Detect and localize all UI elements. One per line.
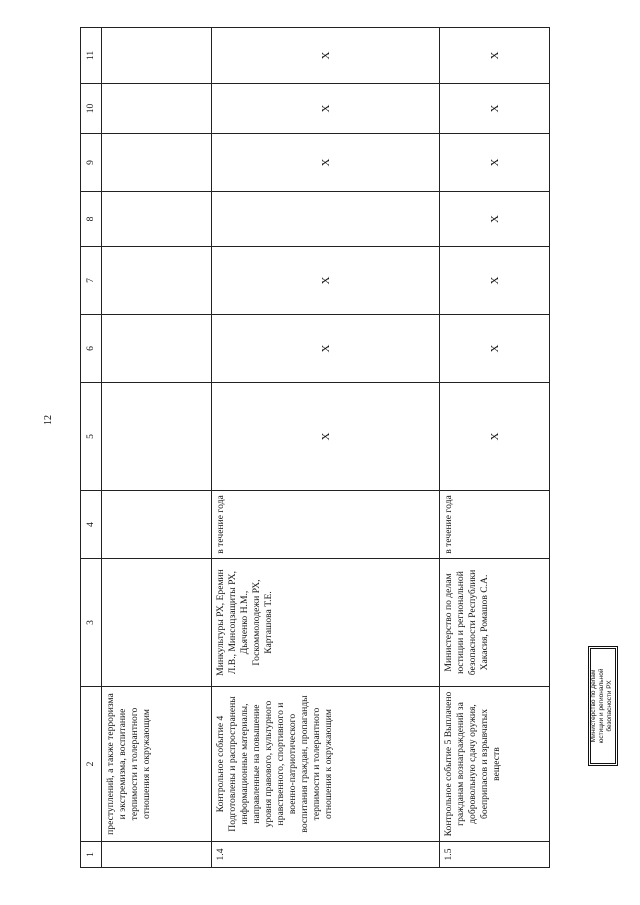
cell-mark: X — [440, 247, 550, 315]
term: в течение года — [212, 491, 440, 559]
cell-mark — [102, 315, 212, 383]
col-header: 7 — [81, 247, 102, 315]
stamp-line: безопасности РХ — [606, 680, 613, 732]
row-number: 1.4 — [212, 842, 440, 868]
col-header: 6 — [81, 315, 102, 383]
cell-mark: X — [440, 28, 550, 84]
cell-mark: X — [212, 383, 440, 491]
cell-mark: X — [440, 84, 550, 134]
col-header: 5 — [81, 383, 102, 491]
cell-mark — [212, 192, 440, 247]
cell-mark — [102, 192, 212, 247]
cell-mark: X — [212, 247, 440, 315]
col-header: 9 — [81, 134, 102, 192]
cell-mark: X — [212, 84, 440, 134]
col-header: 11 — [81, 28, 102, 84]
stamp-line: юстиции и региональной — [598, 668, 605, 744]
col-header: 2 — [81, 687, 102, 842]
cell-mark: X — [212, 134, 440, 192]
executors: Минкультуры РХ, Еремин Л.В., Минсоцзащиты РХ, Дьяченко Н.М., Госкоммолодежи РХ, Карташова Т.Е. — [212, 559, 440, 687]
col-header: 8 — [81, 192, 102, 247]
cell-mark: X — [440, 192, 550, 247]
header-row — [81, 28, 102, 868]
cell-mark — [102, 247, 212, 315]
col-header: 3 — [81, 559, 102, 687]
executors — [102, 559, 212, 687]
table-row — [102, 28, 212, 868]
cell-mark — [102, 28, 212, 84]
cell-mark: X — [212, 28, 440, 84]
event-text: Контрольное событие 5 Выплачено гражданам вознаграждений за добровольную сдачу оружия, боеприпасов и взрывчатых веществ — [440, 687, 550, 842]
event-text: преступлений, а также терроризма и экстремизма, воспитание терпимости и толерантного отношения к окружающим — [102, 687, 212, 842]
executors: Министерство по делам юстиции и региональной безопасности Республики Хакасия, Ромашов С.А. — [440, 559, 550, 687]
cell-mark — [102, 84, 212, 134]
table-row — [212, 28, 440, 868]
cell-mark: X — [440, 134, 550, 192]
term — [102, 491, 212, 559]
cell-mark: X — [440, 315, 550, 383]
term: в течение года — [440, 491, 550, 559]
ministry-stamp — [588, 646, 618, 766]
col-header: 1 — [81, 842, 102, 868]
page-number: 12 — [43, 415, 54, 425]
row-number: 1.5 — [440, 842, 550, 868]
cell-mark: X — [440, 383, 550, 491]
stamp-line: Министерство по делам — [590, 669, 597, 743]
col-header: 4 — [81, 491, 102, 559]
rotated-table-container — [80, 48, 550, 868]
cell-mark: X — [212, 315, 440, 383]
plan-table — [80, 27, 550, 868]
row-number — [102, 842, 212, 868]
cell-mark — [102, 383, 212, 491]
cell-mark — [102, 134, 212, 192]
col-header: 10 — [81, 84, 102, 134]
table-row — [440, 28, 550, 868]
event-text: Контрольное событие 4 Подготовлены и распространены информационные материалы, направленные на повышение уровня правового, культурного нравственного, спортивного и военно-патриотического воспитания граждан, пропаганды терпимости и толерантного отношения к окружающим — [212, 687, 440, 842]
